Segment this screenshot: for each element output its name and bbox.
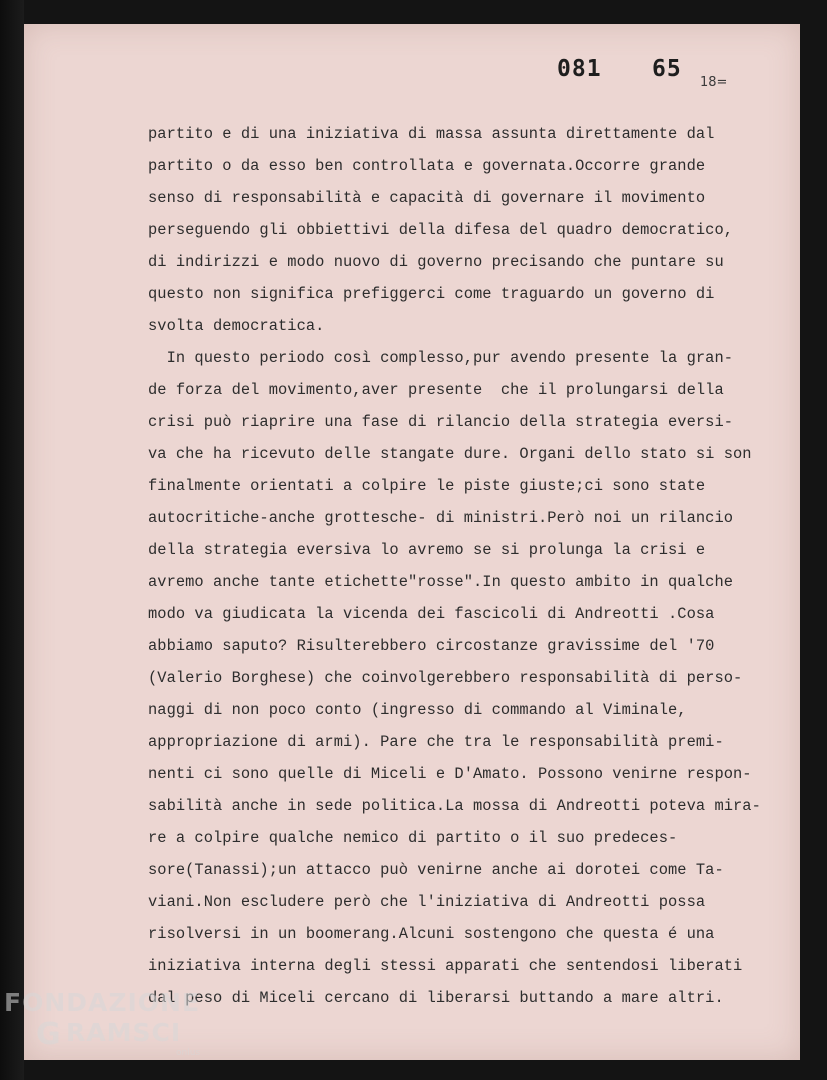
- text-line: appropriazione di armi). Pare che tra le responsabilità premi-: [148, 733, 724, 751]
- scan-left-edge: [0, 0, 24, 1080]
- text-line: In questo periodo così complesso,pur avendo presente la gran-: [148, 349, 734, 367]
- page-annotation: 18=: [700, 75, 728, 90]
- text-line: finalmente orientati a colpire le piste giuste;ci sono state: [148, 477, 706, 495]
- text-line: svolta democratica.: [148, 317, 325, 335]
- text-line: viani.Non escludere però che l'iniziativa di Andreotti possa: [148, 893, 706, 911]
- watermark-g-letter: G: [36, 1017, 61, 1050]
- text-line: (Valerio Borghese) che coinvolgerebbero responsabilità di perso-: [148, 669, 743, 687]
- text-line: de forza del movimento,aver presente che il prolungarsi della: [148, 381, 724, 399]
- text-line: autocritiche-anche grottesche- di ministri.Però noi un rilancio: [148, 509, 734, 527]
- text-line: avremo anche tante etichette"rosse".In questo ambito in qualche: [148, 573, 734, 591]
- text-line: crisi può riaprire una fase di rilancio della strategia eversi-: [148, 413, 734, 431]
- typewritten-body: [148, 118, 788, 1014]
- watermark-sub: onlus: [176, 1048, 201, 1058]
- text-line: re a colpire qualche nemico di partito o il suo predeces-: [148, 829, 678, 847]
- text-line: senso di responsabilità e capacità di governare il movimento: [148, 189, 706, 207]
- page-number: 65: [652, 56, 682, 82]
- text-line: questo non significa prefiggerci come traguardo un governo di: [148, 285, 715, 303]
- text-line: dal peso di Miceli cercano di liberarsi buttando a mare altri.: [148, 989, 724, 1007]
- text-line: nenti ci sono quelle di Miceli e D'Amato. Possono venirne respon-: [148, 765, 752, 783]
- text-line: perseguendo gli obbiettivi della difesa del quadro democratico,: [148, 221, 734, 239]
- text-line: sore(Tanassi);un attacco può venirne anche ai dorotei come Ta-: [148, 861, 724, 879]
- text-line: iniziativa interna degli stessi apparati che sentendosi liberati: [148, 957, 743, 975]
- watermark-line2: RAMSCI: [66, 1018, 182, 1047]
- text-line: della strategia eversiva lo avremo se si prolunga la crisi e: [148, 541, 706, 559]
- text-line: partito e di una iniziativa di massa assunta direttamente dal: [148, 125, 715, 143]
- text-line: naggi di non poco conto (ingresso di commando al Viminale,: [148, 701, 687, 719]
- text-line: abbiamo saputo? Risulterebbero circostanze gravissime del '70: [148, 637, 715, 655]
- text-line: partito o da esso ben controllata e governata.Occorre grande: [148, 157, 706, 175]
- text-line: va che ha ricevuto delle stangate dure. Organi dello stato si son: [148, 445, 752, 463]
- watermark-g-icon: [34, 1016, 66, 1050]
- watermark-logo: [4, 988, 201, 1058]
- archive-number: 081: [557, 56, 602, 82]
- text-line: sabilità anche in sede politica.La mossa di Andreotti poteva mira-: [148, 797, 761, 815]
- text-line: modo va giudicata la vicenda dei fascicoli di Andreotti .Cosa: [148, 605, 715, 623]
- text-line: di indirizzi e modo nuovo di governo precisando che puntare su: [148, 253, 724, 271]
- text-line: risolversi in un boomerang.Alcuni sostengono che questa é una: [148, 925, 715, 943]
- watermark-line1: FONDAZIONE: [4, 988, 201, 1017]
